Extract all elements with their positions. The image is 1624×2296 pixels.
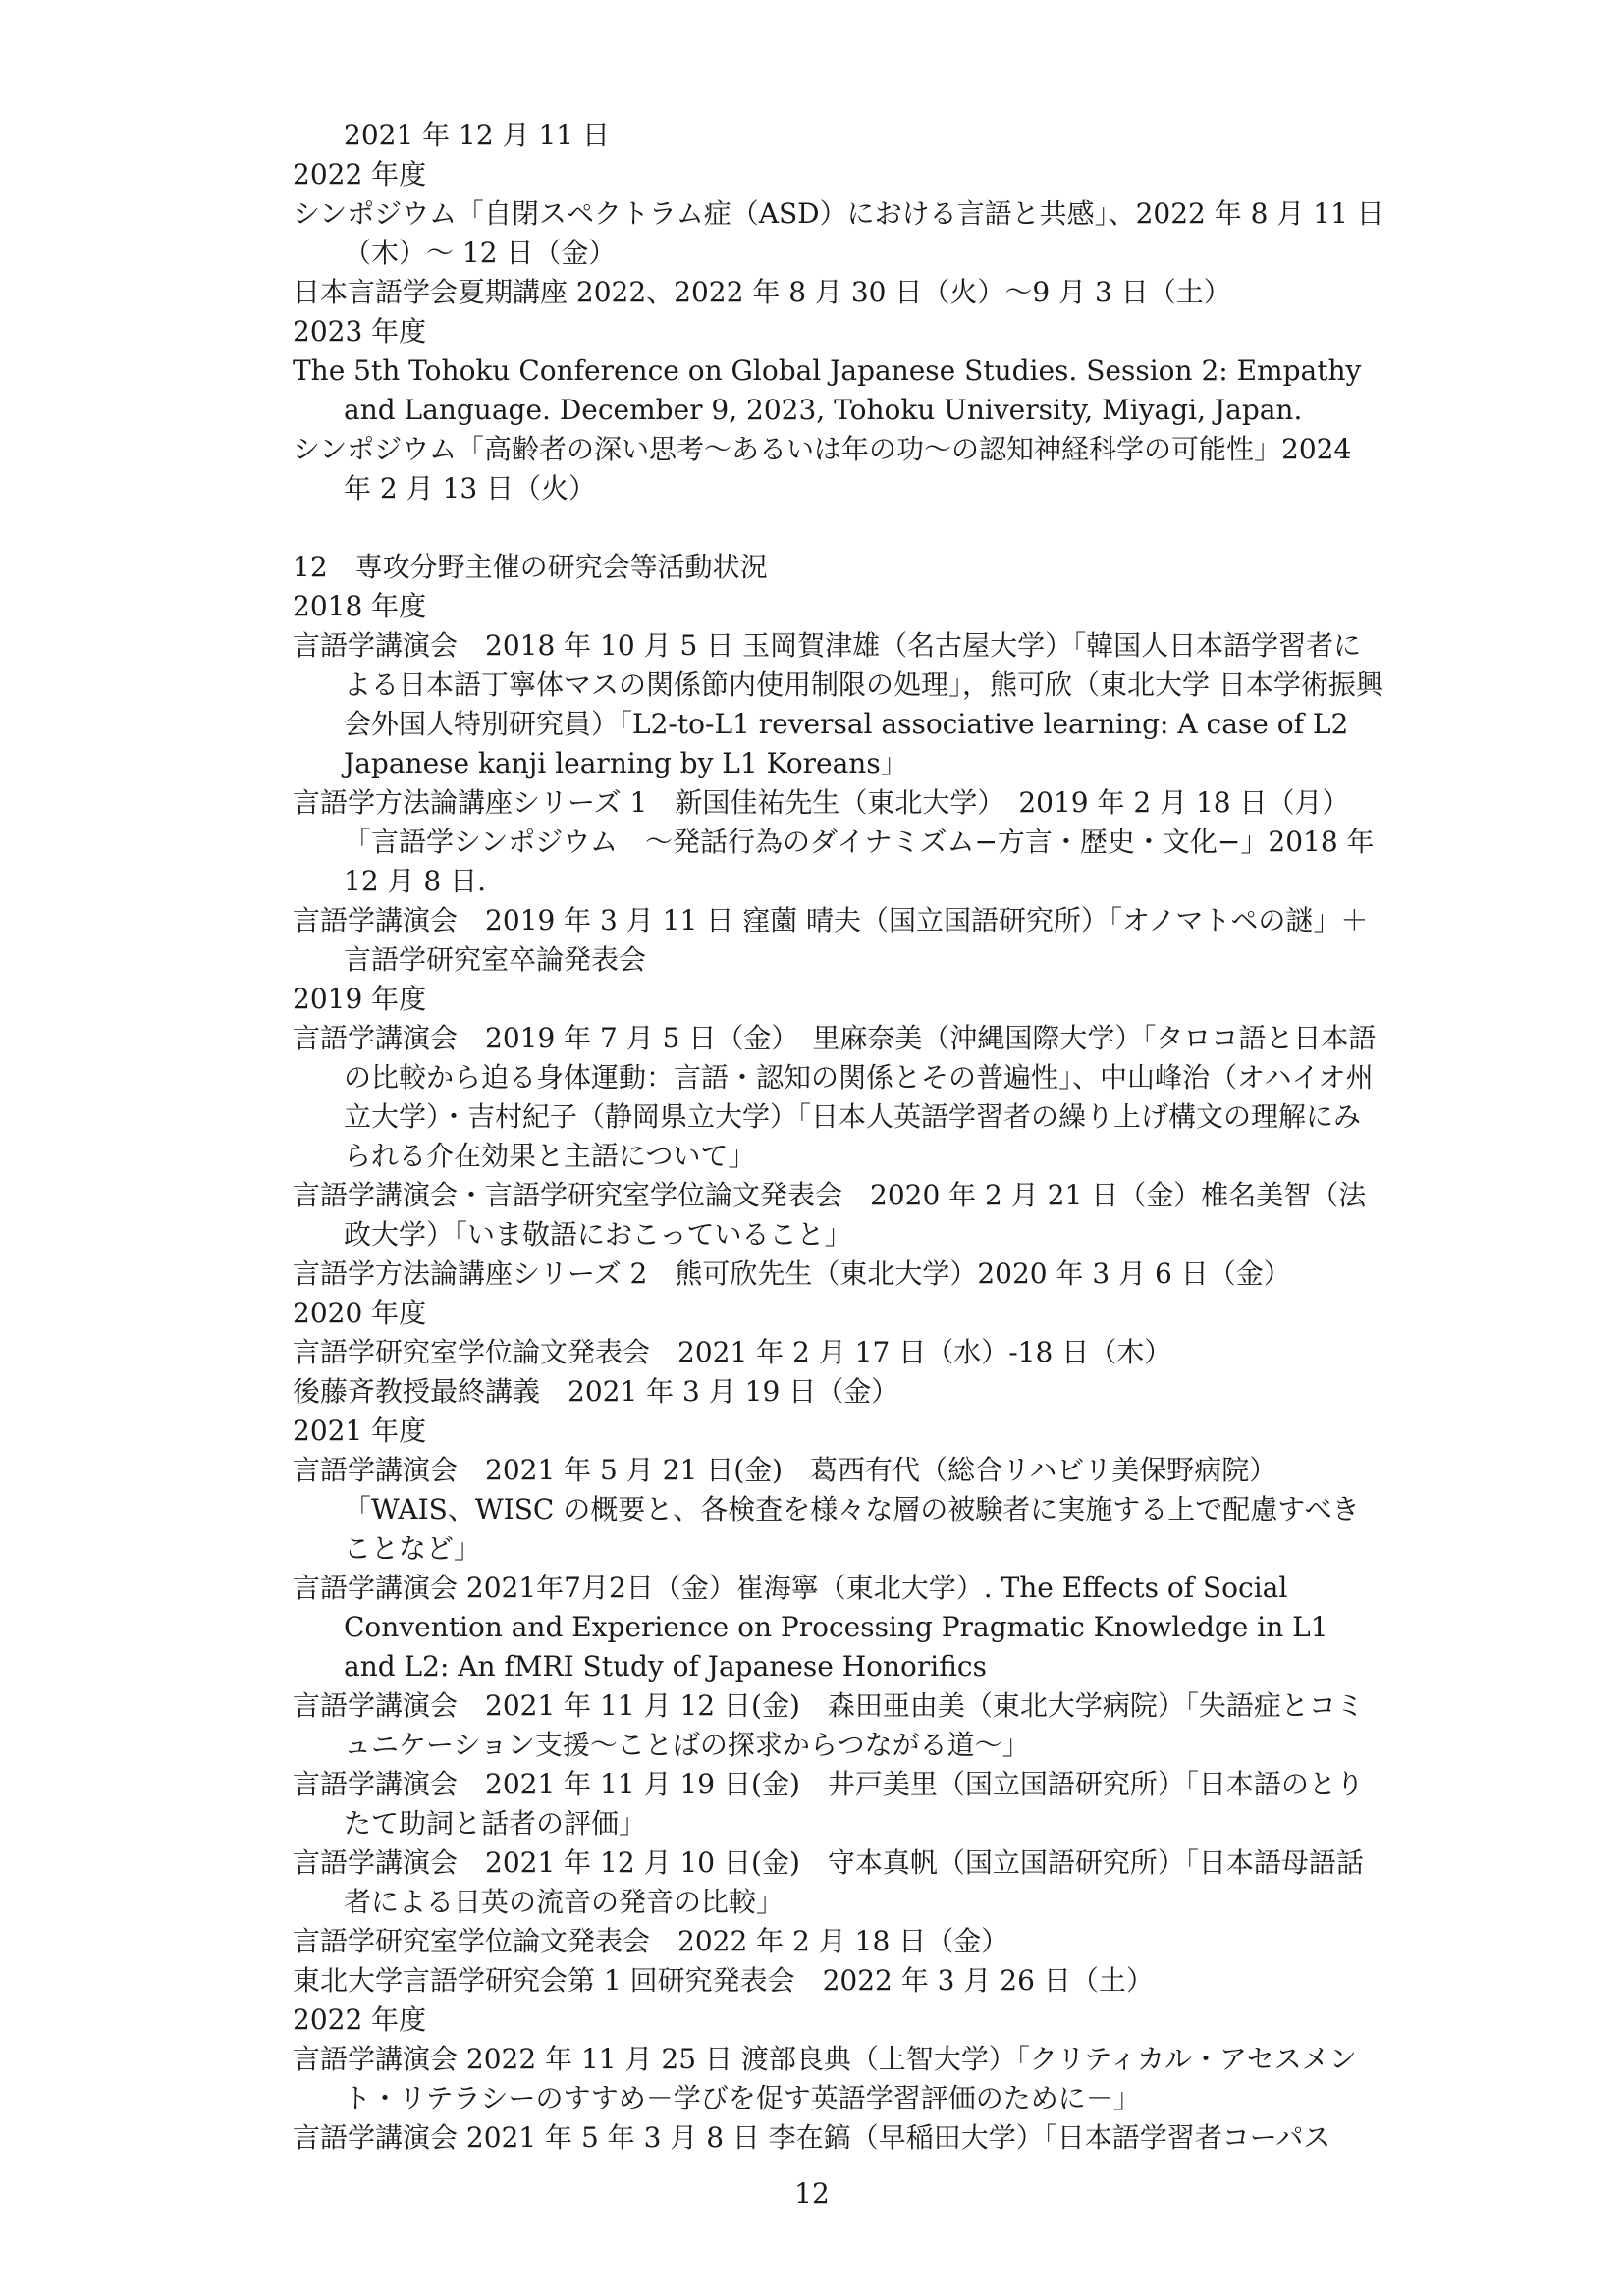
list-entry: 言語学講演会・言語学研究室学位論文発表会 2020 年 2 月 21 日（金）椎名美智（法政大学）「いま敬語におこっていること」 [293, 1179, 1367, 1251]
section-title: 12 専攻分野主催の研究会等活動状況 [293, 551, 768, 583]
text-line: 2021 年 12 月 11 日 [344, 119, 611, 151]
list-entry: 言語学講演会 2021 年 11 月 19 日(金) 井戸美里（国立国語研究所）「日本語のとりたて助詞と話者の評価」 [293, 1768, 1364, 1840]
document-body [293, 116, 1384, 2158]
list-entry: シンポジウム「高齢者の深い思考〜あるいは年の功〜の認知神経科学の可能性」2024 年 2 月 13 日（火） [293, 433, 1352, 505]
year-heading: 2020 年度 [293, 1297, 427, 1329]
list-entry: 言語学研究室学位論文発表会 2021 年 2 月 17 日（水）-18 日（木） [293, 1336, 1172, 1368]
list-entry: 言語学講演会 2021 年 5 月 21 日(金) 葛西有代（総合リハビリ美保野病院）「WAIS、WISC の概要と、各検査を様々な層の被験者に実施する上で配慮すべきことなど」 [293, 1454, 1360, 1565]
list-entry: 言語学講演会 2022 年 11 月 25 日 渡部良典（上智大学）「クリティカル・アセスメント・リテラシーのすすめ－学びを促す英語学習評価のために－」 [293, 2043, 1357, 2114]
list-entry: 東北大学言語学研究会第 1 回研究発表会 2022 年 3 月 26 日（土） [293, 1964, 1154, 1997]
list-entry: 言語学講演会 2021年7月2日（金）崔海寧（東北大学）. The Effects of Social Convention and Experience on Processing Pragmatic Knowledge in L1 and L2: An fMRI Study of Japanese Honorifics [293, 1572, 1328, 1682]
list-entry: 言語学研究室学位論文発表会 2022 年 2 月 18 日（金） [293, 1925, 1009, 1957]
list-entry: 言語学講演会 2021 年 5 年 3 月 8 日 李在鎬（早稲田大学）「日本語学習者コーパス [293, 2121, 1331, 2154]
list-entry: 日本言語学会夏期講座 2022、2022 年 8 月 30 日（火）〜9 月 3 日（土） [293, 276, 1231, 308]
year-heading: 2019 年度 [293, 983, 427, 1015]
list-entry: シンポジウム「自閉スペクトラム症（ASD）における言語と共感」、2022 年 8 月 11 日（木）〜 12 日（金） [293, 197, 1384, 269]
list-entry: 言語学講演会 2018 年 10 月 5 日 玉岡賀津雄（名古屋大学）「韓国人日本語学習者による日本語丁寧体マスの関係節内使用制限の処理」，熊可欣（東北大学 日本学術振興会外国人特別研究員）「L2-to-L1 reversal associative learning: A case of L2 Japanese kanji learning by L1 Koreans」 [293, 629, 1383, 779]
page-number: 12 [794, 2177, 830, 2210]
list-entry: 言語学方法論講座シリーズ 2 熊可欣先生（東北大学）2020 年 3 月 6 日（金） [293, 1257, 1291, 1290]
list-entry: 言語学講演会 2019 年 7 月 5 日（金） 里麻奈美（沖縄国際大学）「タロコ語と日本語の比較から迫る身体運動：言語・認知の関係とその普遍性」、中山峰治（オハイオ州立大学）・吉村紀子（静岡県立大学）「日本人英語学習者の繰り上げ構文の理解にみられる介在効果と主語について」 [293, 1022, 1377, 1172]
list-entry: 言語学講演会 2021 年 12 月 10 日(金) 守本真帆（国立国語研究所）「日本語母語話者による日英の流音の発音の比較」 [293, 1846, 1364, 1918]
year-heading: 2022 年度 [293, 2003, 427, 2036]
list-entry: 後藤斉教授最終講義 2021 年 3 月 19 日（金） [293, 1375, 899, 1408]
list-entry: 言語学講演会 2021 年 11 月 12 日(金) 森田亜由美（東北大学病院）「失語症とコミュニケーション支援〜ことばの探求からつながる道〜」 [293, 1689, 1364, 1761]
list-entry: 言語学講演会 2019 年 3 月 11 日 窪薗 晴夫（国立国語研究所）「オノマトペの謎」＋言語学研究室卒論発表会 [293, 904, 1369, 976]
list-entry: The 5th Tohoku Conference on Global Japanese Studies. Session 2: Empathy and Language. December 9, 2023, Tohoku University, Miyagi, Japan. [293, 354, 1362, 426]
year-heading: 2023 年度 [293, 315, 427, 347]
section-gap [293, 508, 1384, 548]
list-entry: 言語学方法論講座シリーズ 1 新国佳祐先生（東北大学） 2019 年 2 月 18 日（月）「言語学シンポジウム 〜発話行為のダイナミズム−方言・歴史・文化−」2018 年 12 月 8 日. [293, 786, 1375, 897]
year-heading: 2021 年度 [293, 1415, 427, 1447]
year-heading: 2018 年度 [293, 590, 427, 622]
year-heading: 2022 年度 [293, 158, 427, 190]
